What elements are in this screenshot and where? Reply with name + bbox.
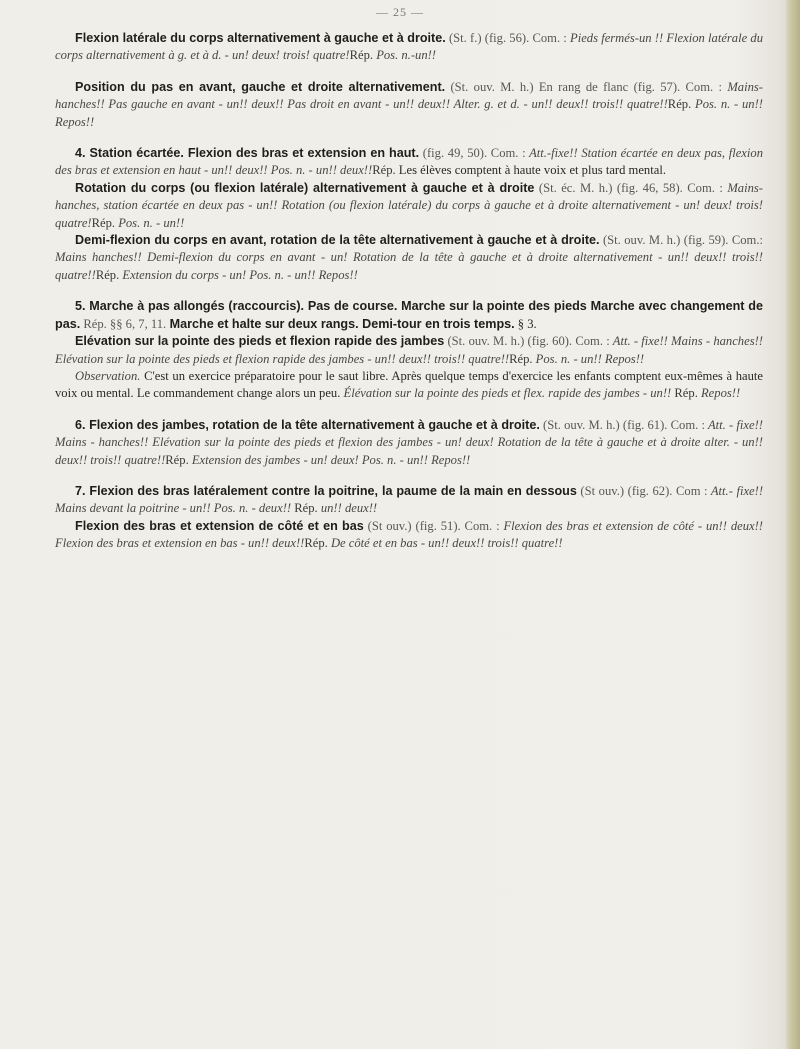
repeat-label: Rép. [674, 386, 698, 401]
paragraph [55, 30, 763, 65]
repeat-label: Rép. [95, 267, 120, 282]
exercise-command: Pieds fermés-un !! Flexion latérale du corps alternativement à g. et à d. - un! deux! trois! quatre! [55, 31, 763, 63]
exercise-lateral-flexion [55, 30, 763, 65]
exercise-tail: Extension du corps - un! Pos. n. - un!! Repos!! [119, 267, 358, 282]
exercise-tail: Les élèves comptent à haute voix et plus tard mental. [395, 163, 666, 178]
exercise-tail: Pos. n.-un!! [373, 48, 437, 63]
exercise-heading-continued: Marche et halte sur deux rangs. Demi-tour en trois temps. [166, 316, 515, 331]
paragraph [55, 333, 763, 368]
exercise-reference: (St. ouv. M. h.) (fig. 59). Com.: [599, 233, 764, 248]
repeat-label: Rép. [509, 351, 533, 366]
exercise-heading: Demi-flexion du corps en avant, rotation de la tête alternativement à gauche et à droite. [75, 233, 600, 248]
exercise-command-continued: De côté et en bas - un!! deux!! trois!! quatre!! [327, 536, 563, 551]
exercise-command: Mains-hanches, station écartée en deux pas - un!! Rotation (ou flexion latérale) du corps à gauche et à droite alternativement - un! deux! trois! quatre! [55, 180, 763, 230]
exercise-heading: 4. Station écartée. Flexion des bras et extension en haut. [75, 146, 420, 161]
exercise-heading: 6. Flexion des jambes, rotation de la tête alternativement à gauche et à droite. [75, 417, 540, 432]
paragraph [55, 79, 763, 131]
page-number: — 25 — [376, 5, 424, 19]
exercise-tail: § 3. [514, 316, 537, 331]
exercise-reference: (St. éc. M. h.) (fig. 46, 58). Com. : [534, 180, 723, 195]
exercise-heading: Position du pas en avant, gauche et droite alternativement. [75, 79, 446, 94]
exercise-heading: 7. Flexion des bras latéralement contre la poitrine, la paume de la main en dessous [75, 483, 577, 498]
exercise-heading: Flexion des bras et extension de côté et en bas [75, 518, 364, 533]
exercise-heading: Rotation du corps (ou flexion latérale) alternativement à gauche et à droite [75, 180, 535, 195]
exercise-heading: Elévation sur la pointe des pieds et flexion rapide des jambes [75, 334, 445, 349]
repeat-label: Rép. [349, 48, 374, 63]
repeat-label: Rép. [372, 163, 396, 178]
exercise-command: Att.- fixe!! Mains devant la poitrine - un!! Pos. n. - deux!! [55, 483, 764, 516]
exercise-tail: un!! deux!! [317, 501, 378, 516]
exercise-reference: (St ouv.) (fig. 51). Com. : [363, 518, 500, 533]
repeat-label: Rép. [91, 215, 116, 230]
observation-title: Observation. [75, 368, 141, 383]
exercise-group-4 [55, 145, 763, 284]
paragraph [55, 417, 763, 469]
exercise-command: Att.-fixe!! Station écartée en deux pas, flexion des bras et extension en haut - un!! deux!! Pos. n. - un!! deux!! [55, 146, 763, 178]
exercise-reference: (St. f.) (fig. 56). Com. : [445, 31, 567, 45]
repeat-label: Rép. [667, 97, 692, 112]
paragraph [55, 180, 763, 232]
exercise-group-5 [55, 298, 763, 402]
exercise-group-7 [55, 483, 763, 553]
exercise-tail: Pos. n. - un!! [115, 215, 185, 230]
exercise-tail: Repos!! [697, 386, 741, 401]
exercise-reference: (St. ouv. M. h.) (fig. 60). Com. : [444, 334, 610, 349]
exercise-command: Att. - fixe!! Mains - hanches!! Elévation sur la pointe des pieds et flexion rapide des jambes - un!! deux!! trois!! quatre!! [55, 334, 763, 366]
exercise-command: Mains-hanches!! Pas gauche en avant - un!! deux!! Pas droit en avant - un!! deux!! Alter. g. et d. - un!! deux!! trois!! quatre!! [55, 79, 763, 112]
exercise-tail: Extension des jambes - un! deux! Pos. n. - un!! Repos!! [188, 452, 471, 467]
repeat-label: Rép. [304, 536, 328, 551]
paragraph [55, 368, 763, 403]
exercise-reference: (St ouv.) (fig. 62). Com : [576, 483, 708, 498]
exercise-tail: Pos. n. - un!! Repos!! [532, 351, 645, 366]
observation-text: C'est un exercice préparatoire pour le saut libre. Après quelque temps d'exercice les enfants comptent eux-mêmes à haute voix ou mental. Le commandement change alors un peu. [55, 368, 763, 401]
paragraph [55, 145, 763, 180]
exercise-group-6 [55, 417, 763, 469]
page-body [55, 30, 763, 567]
exercise-reference: (St. ouv. M. h.) En rang de flanc (fig. 57). Com. : [445, 79, 722, 94]
exercise-reference: Rép. §§ 6, 7, 11. [80, 316, 167, 331]
paragraph [55, 518, 763, 553]
exercise-heading: 5. Marche à pas allongés (raccourcis). Pas de course. Marche sur la pointe des pieds Marche avec changement de pas. [55, 299, 763, 331]
repeat-label: Rép. [165, 452, 189, 467]
page-edge [786, 0, 800, 1049]
paragraph [55, 298, 763, 333]
paragraph [55, 483, 763, 518]
repeat-label: Rép. [294, 501, 318, 516]
exercise-tail: Pos. n. - un!! Repos!! [55, 97, 763, 129]
exercise-reference: (fig. 49, 50). Com. : [419, 146, 526, 161]
paragraph [55, 232, 763, 284]
exercise-command: Élévation sur la pointe des pieds et flex. rapide des jambes - un!! [340, 386, 672, 401]
exercise-heading: Flexion latérale du corps alternativement à gauche et à droite. [75, 31, 446, 45]
exercise-command: Att. - fixe!! Mains - hanches!! Elévation sur la pointe des pieds et flexion des jambes - un! deux! Rotation de la tête à gauche et à droite alter. - un!! deux!! trois!! quatre!! [55, 417, 763, 467]
exercise-reference: (St. ouv. M. h.) (fig. 61). Com. : [539, 417, 705, 432]
exercise-step-forward [55, 79, 763, 131]
exercise-command: Flexion des bras et extension de côté - un!! deux!! Flexion des bras et extension en bas - un!! deux!! [55, 518, 763, 551]
exercise-command: Mains hanches!! Demi-flexion du corps en avant - un! Rotation de la tête à gauche et à droite alternativement - un!! deux!! trois!! quatre!! [55, 250, 763, 282]
